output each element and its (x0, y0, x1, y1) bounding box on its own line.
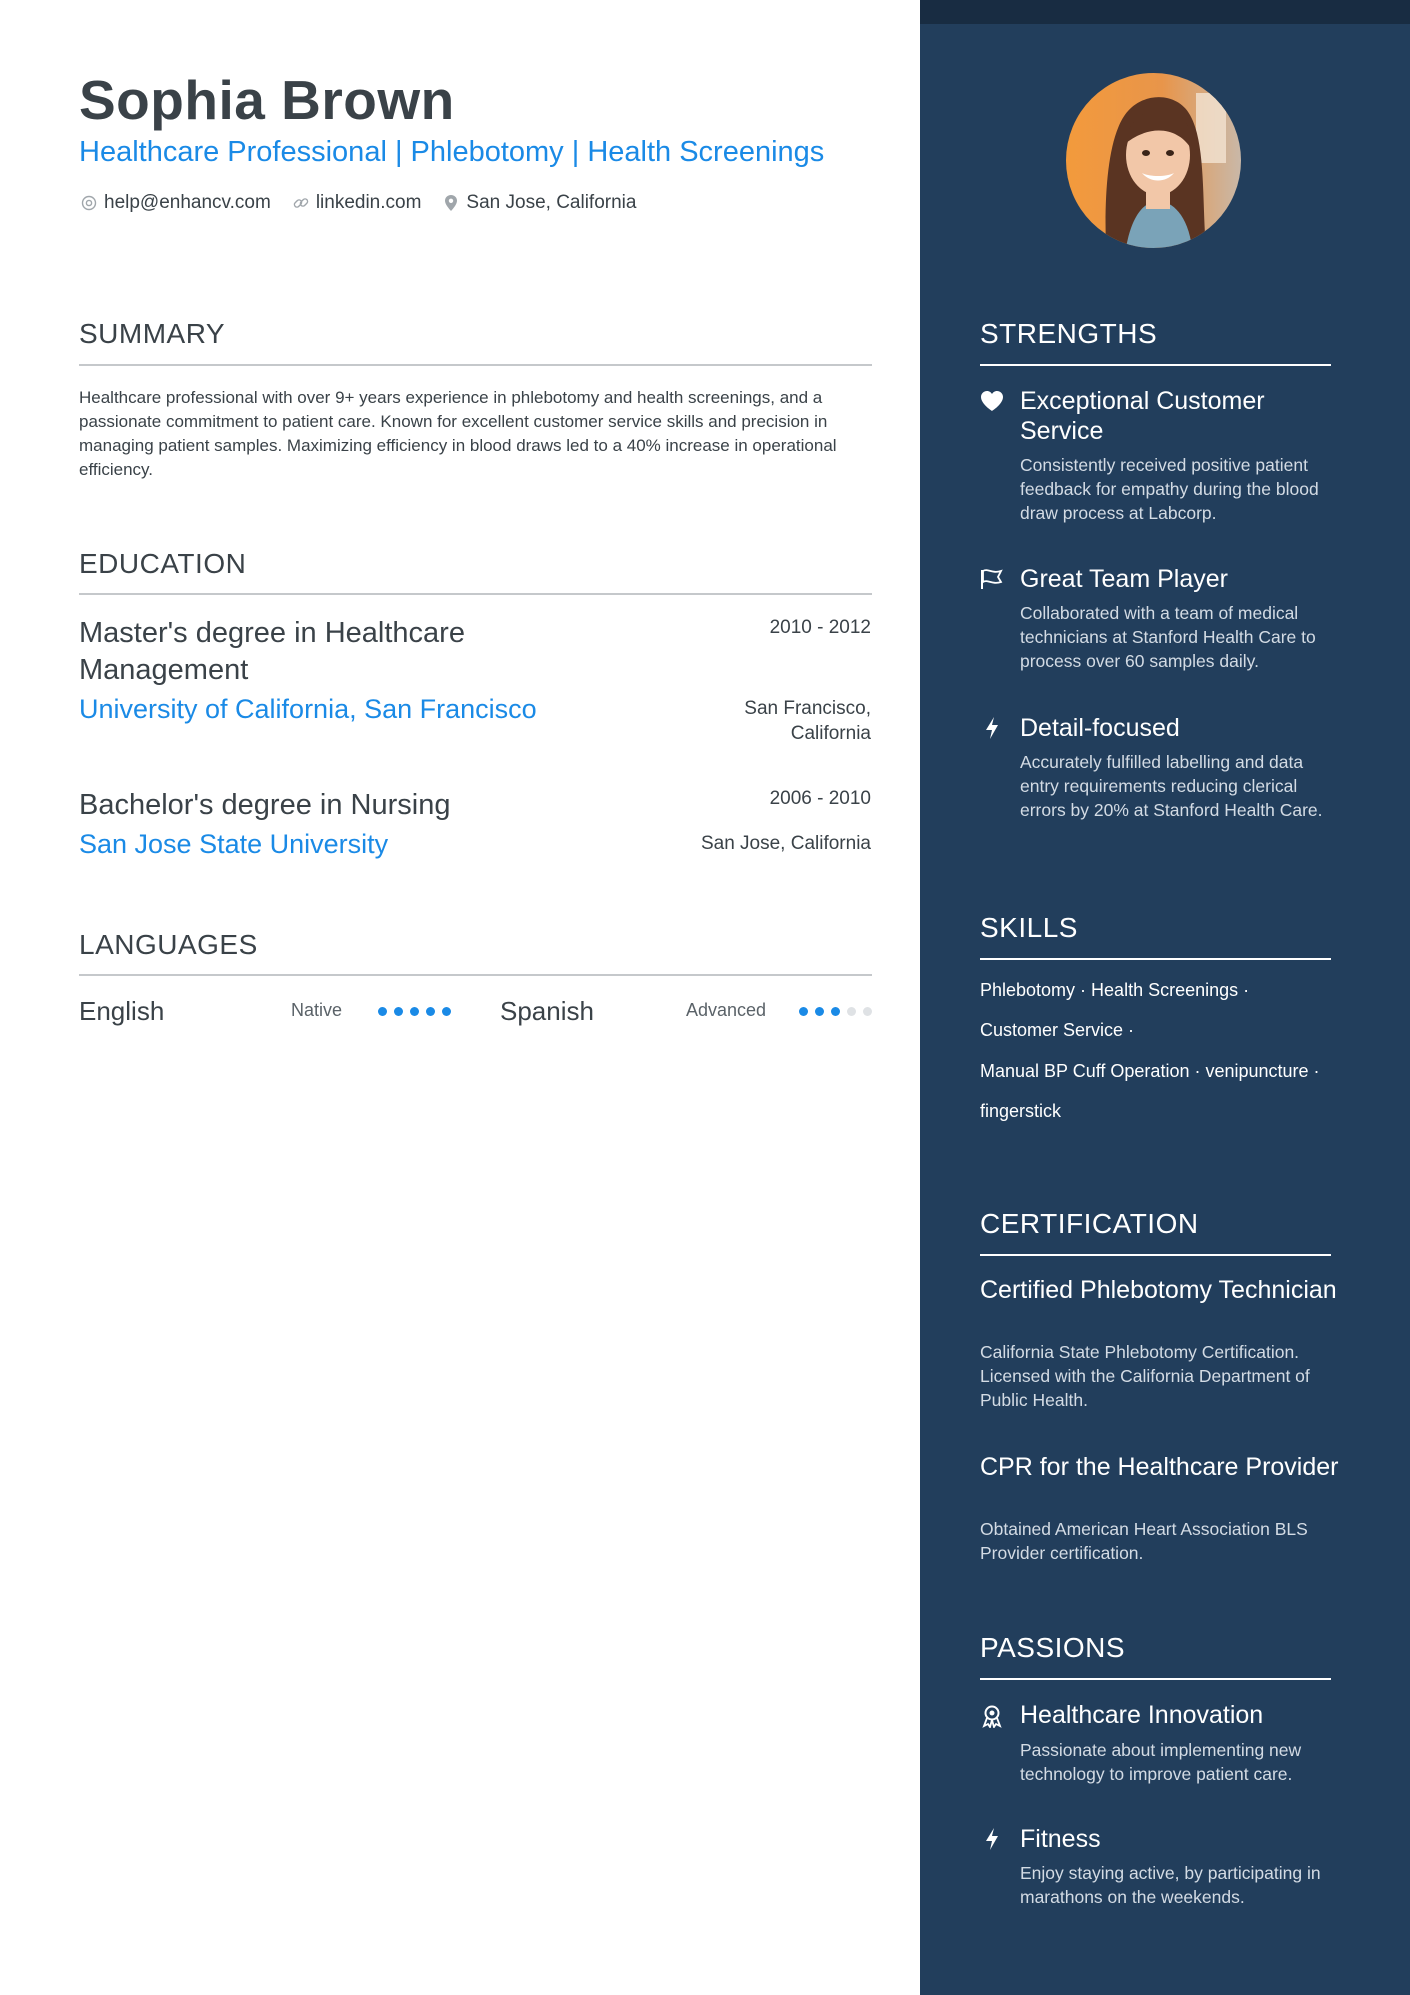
summary-text: Healthcare professional with over 9+ years experience in phlebotomy and health screenings, and a passionate commitment to patient care. Known for excellent customer service skills and precision in managing patient samples. Maximizing efficiency in blood draws led to a 40% increase in operational efficiency. (79, 388, 837, 479)
language-rating (378, 1007, 458, 1016)
passion-desc: Enjoy staying active, by participating in marathons on the weekends. (1020, 1863, 1321, 1907)
summary-title: SUMMARY (79, 318, 226, 349)
certification-item-title: Certified Phlebotomy Technician (980, 1276, 1337, 1304)
rating-dot (863, 1007, 872, 1016)
contact-location-text: San Jose, California (466, 192, 637, 213)
bolt-icon (980, 1827, 1004, 1851)
certification-divider (980, 1254, 1331, 1256)
passion-title: Fitness (1020, 1825, 1101, 1853)
contact-linkedin[interactable] (291, 192, 422, 214)
location-pin-icon (441, 193, 461, 213)
passions-divider (980, 1678, 1331, 1680)
languages-divider (79, 974, 872, 976)
certification-item-title: CPR for the Healthcare Provider (980, 1453, 1339, 1481)
education-divider (79, 593, 872, 595)
strength-title: Great Team Player (1020, 565, 1228, 593)
contact-email[interactable] (79, 192, 271, 214)
skills-title: SKILLS (980, 912, 1078, 943)
skills-line: Customer Service · (980, 1020, 1135, 1040)
rating-dot (394, 1007, 403, 1016)
language-rating (799, 1007, 879, 1016)
skills-line: Manual BP Cuff Operation · venipuncture · (980, 1061, 1320, 1081)
strengths-divider (980, 364, 1331, 366)
bolt-icon (980, 716, 1004, 740)
certification-item-desc: Obtained American Heart Association BLS Provider certification. (980, 1519, 1308, 1563)
flag-icon (980, 567, 1004, 591)
rating-dot (799, 1007, 808, 1016)
education-location: San Francisco, California (744, 698, 871, 744)
heart-icon (980, 389, 1004, 413)
sidebar-top-bar (920, 0, 1410, 24)
passion-desc: Passionate about implementing new technology to improve patient care. (1020, 1740, 1302, 1784)
candidate-tagline: Healthcare Professional | Phlebotomy | Health Screenings (79, 136, 825, 168)
strengths-title: STRENGTHS (980, 318, 1158, 349)
strength-desc: Accurately fulfilled labelling and data entry requirements reducing clerical errors by 20% at Stanford Health Care. (1020, 752, 1323, 820)
skills-divider (980, 958, 1331, 960)
education-dates: 2006 - 2010 (769, 788, 871, 809)
strength-desc: Consistently received positive patient feedback for empathy during the blood draw process at Labcorp. (1020, 455, 1319, 523)
certification-title: CERTIFICATION (980, 1208, 1199, 1239)
language-name: English (79, 996, 165, 1026)
rating-dot (442, 1007, 451, 1016)
passions-title: PASSIONS (980, 1632, 1126, 1663)
rating-dot (815, 1007, 824, 1016)
language-level: Native (291, 1000, 343, 1020)
at-icon (79, 193, 99, 213)
education-dates: 2010 - 2012 (769, 617, 871, 638)
education-school: San Jose State University (79, 829, 389, 859)
strength-title: Detail-focused (1020, 714, 1180, 742)
strength-title: Exceptional Customer Service (1020, 387, 1265, 445)
education-degree: Master's degree in Healthcare Management (79, 617, 465, 686)
profile-photo (1066, 73, 1241, 248)
rating-dot (410, 1007, 419, 1016)
link-icon (291, 193, 311, 213)
language-name: Spanish (500, 996, 594, 1026)
rating-dot (426, 1007, 435, 1016)
contact-info (79, 192, 656, 214)
skills-line: Phlebotomy · Health Screenings · (980, 980, 1250, 1000)
contact-linkedin-text: linkedin.com (315, 192, 422, 213)
skills-line: fingerstick (980, 1101, 1062, 1121)
certification-item-desc: California State Phlebotomy Certification. Licensed with the California Department of Public Health. (980, 1342, 1310, 1410)
education-title: EDUCATION (79, 548, 247, 579)
languages-title: LANGUAGES (79, 929, 258, 960)
summary-divider (79, 364, 872, 366)
contact-location (441, 192, 636, 214)
contact-email-text: help@enhancv.com (104, 192, 271, 213)
rating-dot (831, 1007, 840, 1016)
award-icon (980, 1704, 1004, 1728)
rating-dot (847, 1007, 856, 1016)
education-location: San Jose, California (700, 833, 871, 854)
candidate-name: Sophia Brown (79, 69, 455, 131)
passion-title: Healthcare Innovation (1020, 1701, 1264, 1729)
strength-desc: Collaborated with a team of medical technicians at Stanford Health Care to process over 60 samples daily. (1020, 603, 1316, 671)
education-school: University of California, San Francisco (79, 694, 537, 724)
education-degree: Bachelor's degree in Nursing (79, 789, 451, 821)
rating-dot (378, 1007, 387, 1016)
language-level: Advanced (686, 1000, 767, 1020)
